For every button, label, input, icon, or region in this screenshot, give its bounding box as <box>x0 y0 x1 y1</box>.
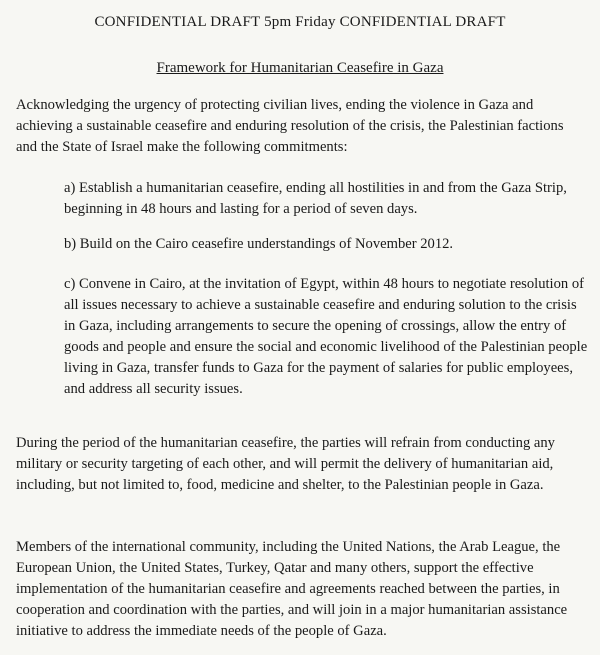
confidential-header: CONFIDENTIAL DRAFT 5pm Friday CONFIDENTIAL DRAFT <box>94 14 506 30</box>
commitment-b: b) Build on the Cairo ceasefire understandings of November 2012. <box>64 236 454 252</box>
intro-paragraph: Acknowledging the urgency of protecting civilian lives, ending the violence in Gaza and achieving a sustainable ceasefire and enduring resolution of the crisis, the Palestinian factions and the State of Israel make the following commitments: <box>16 97 564 155</box>
commitment-a: a) Establish a humanitarian ceasefire, ending all hostilities in and from the Gaza Strip, beginning in 48 hours and lasting for a period of seven days. <box>64 180 567 217</box>
commitment-c: c) Convene in Cairo, at the invitation of Egypt, within 48 hours to negotiate resolution of all issues necessary to achieve a sustainable ceasefire and enduring solution to the crisis in Gaza, including arrangements to secure the opening of crossings, allow the entry of goods and people and ensure the social and economic livelihood of the Palestinian people living in Gaza, transfer funds to Gaza for the payment of salaries for public employees, and address all security issues. <box>64 276 588 397</box>
document-title: Framework for Humanitarian Ceasefire in Gaza <box>156 60 444 76</box>
ceasefire-period-paragraph: During the period of the humanitarian ceasefire, the parties will refrain from conducting any military or security targeting of each other, and will permit the delivery of humanitarian aid, including, but not limited to, food, medicine and shelter, to the Palestinian people in Gaza. <box>16 435 555 493</box>
international-community-paragraph: Members of the international community, including the United Nations, the Arab League, the European Union, the United States, Turkey, Qatar and many others, support the effective implementation of the humanitarian ceasefire and agreements reached between the parties, in cooperation and coordination with the parties, and will join in a major humanitarian assistance initiative to address the immediate needs of the people of Gaza. <box>16 539 568 639</box>
